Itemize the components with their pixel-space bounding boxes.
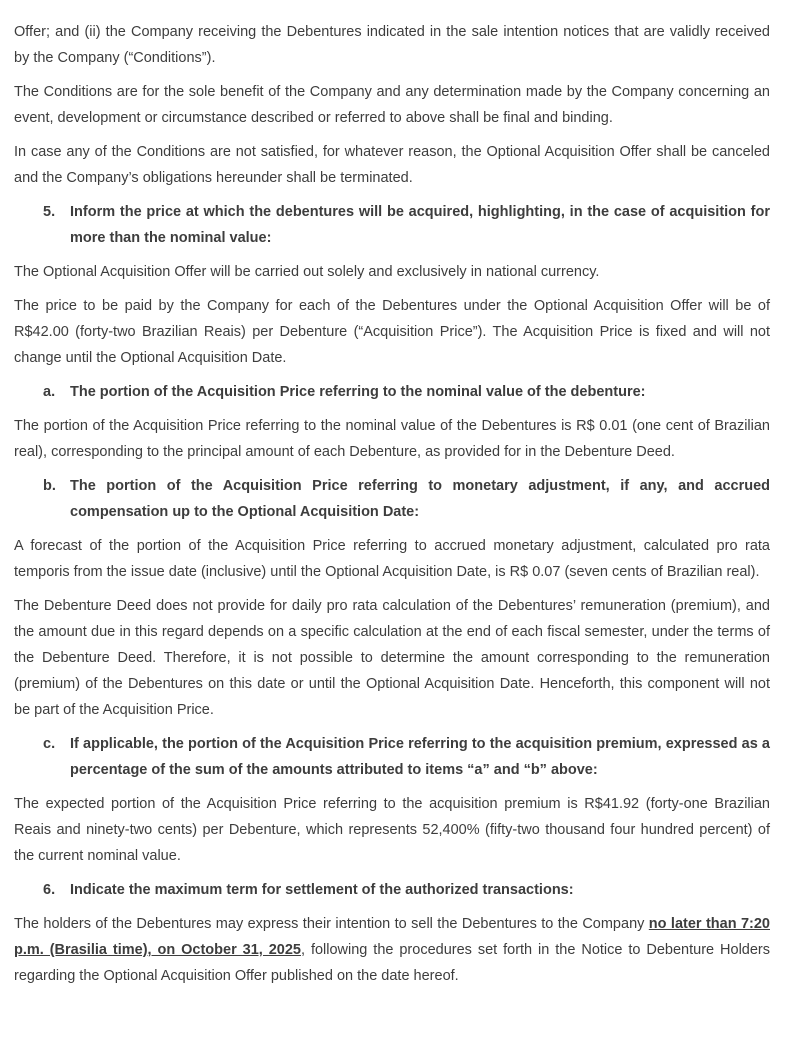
text-run: The price to be paid by the Company for each of the Debentures under the Optional Acquisition Offer will be of R$42.00 (forty-two Brazilian Reais) per Debenture (“Acquisition Price”). The Acquisition Price is fixed and will not change until the Optional Acquisition Date. [14,298,770,366]
list-item [14,199,770,251]
text-run: Offer; and (ii) the Company receiving the Debentures indicated in the sale intention notices that are validly received by the Company (“Conditions”). [14,24,770,66]
text-run: The Optional Acquisition Offer will be carried out solely and exclusively in national currency. [14,264,600,280]
text-run: Inform the price at which the debentures will be acquired, highlighting, in the case of acquisition for more than the nominal value: [70,204,770,246]
paragraph [14,413,770,465]
paragraph [14,593,770,723]
text-run: In case any of the Conditions are not satisfied, for whatever reason, the Optional Acquisition Offer shall be canceled and the Company’s obligations hereunder shall be terminated. [14,144,770,186]
text-run: no later than 7:20 p.m. (Brasilia time), on October 31, 2025 [14,916,770,958]
paragraph [14,139,770,191]
paragraph [14,911,770,989]
paragraph [14,259,770,285]
list-item-text [70,199,770,251]
paragraph [14,293,770,371]
paragraph [14,79,770,131]
list-item [14,877,770,903]
text-run: A forecast of the portion of the Acquisition Price referring to accrued monetary adjustment, calculated pro rata temporis from the issue date (inclusive) until the Optional Acquisition Date, is R$ 0.07 (seven cents of Brazilian real). [14,538,770,580]
text-run: If applicable, the portion of the Acquisition Price referring to the acquisition premium, expressed as a percentage of the sum of the amounts attributed to items “a” and “b” above: [70,736,770,778]
list-item [14,379,770,405]
list-item-text [70,379,770,405]
list-item [14,473,770,525]
text-run: , following the procedures set forth in the Notice to Debenture Holders regarding the Optional Acquisition Offer published on the date hereof. [14,942,770,984]
text-run: The Conditions are for the sole benefit of the Company and any determination made by the Company concerning an event, development or circumstance described or referred to above shall be final and binding. [14,84,770,126]
text-run: The holders of the Debentures may express their intention to sell the Debentures to the Company [14,916,649,932]
list-item-marker: b. [43,478,56,494]
text-run: Indicate the maximum term for settlement of the authorized transactions: [70,882,574,898]
list-item-marker: 6. [43,882,56,898]
paragraph [14,791,770,869]
list-item-text [70,731,770,783]
text-run: The portion of the Acquisition Price referring to the nominal value of the Debentures is R$ 0.01 (one cent of Brazilian real), corresponding to the principal amount of each Debenture, as provided for in the Debenture Deed. [14,418,770,460]
paragraph [14,19,770,71]
text-run: The Debenture Deed does not provide for daily pro rata calculation of the Debentures’ remuneration (premium), and the amount due in this regard depends on a specific calculation at the end of each fiscal semester, under the terms of the Debenture Deed. Therefore, it is not possible to determine the amount corresponding to the remuneration (premium) of the Debentures on this date or until the Optional Acquisition Date. Henceforth, this component will not be part of the Acquisition Price. [14,598,770,718]
paragraph [14,533,770,585]
text-run: The portion of the Acquisition Price referring to monetary adjustment, if any, and accrued compensation up to the Optional Acquisition Date: [70,478,770,520]
text-run: The expected portion of the Acquisition Price referring to the acquisition premium is R$41.92 (forty-one Brazilian Reais and ninety-two cents) per Debenture, which represents 52,400% (fifty-two thousand four hundred percent) of the current nominal value. [14,796,770,864]
list-item-text [70,877,770,903]
list-item-text [70,473,770,525]
list-item-marker: c. [43,736,56,752]
list-item-marker: a. [43,384,56,400]
document-body [14,19,770,989]
list-item-marker: 5. [43,204,56,220]
list-item [14,731,770,783]
text-run: The portion of the Acquisition Price referring to the nominal value of the debenture: [70,384,646,400]
